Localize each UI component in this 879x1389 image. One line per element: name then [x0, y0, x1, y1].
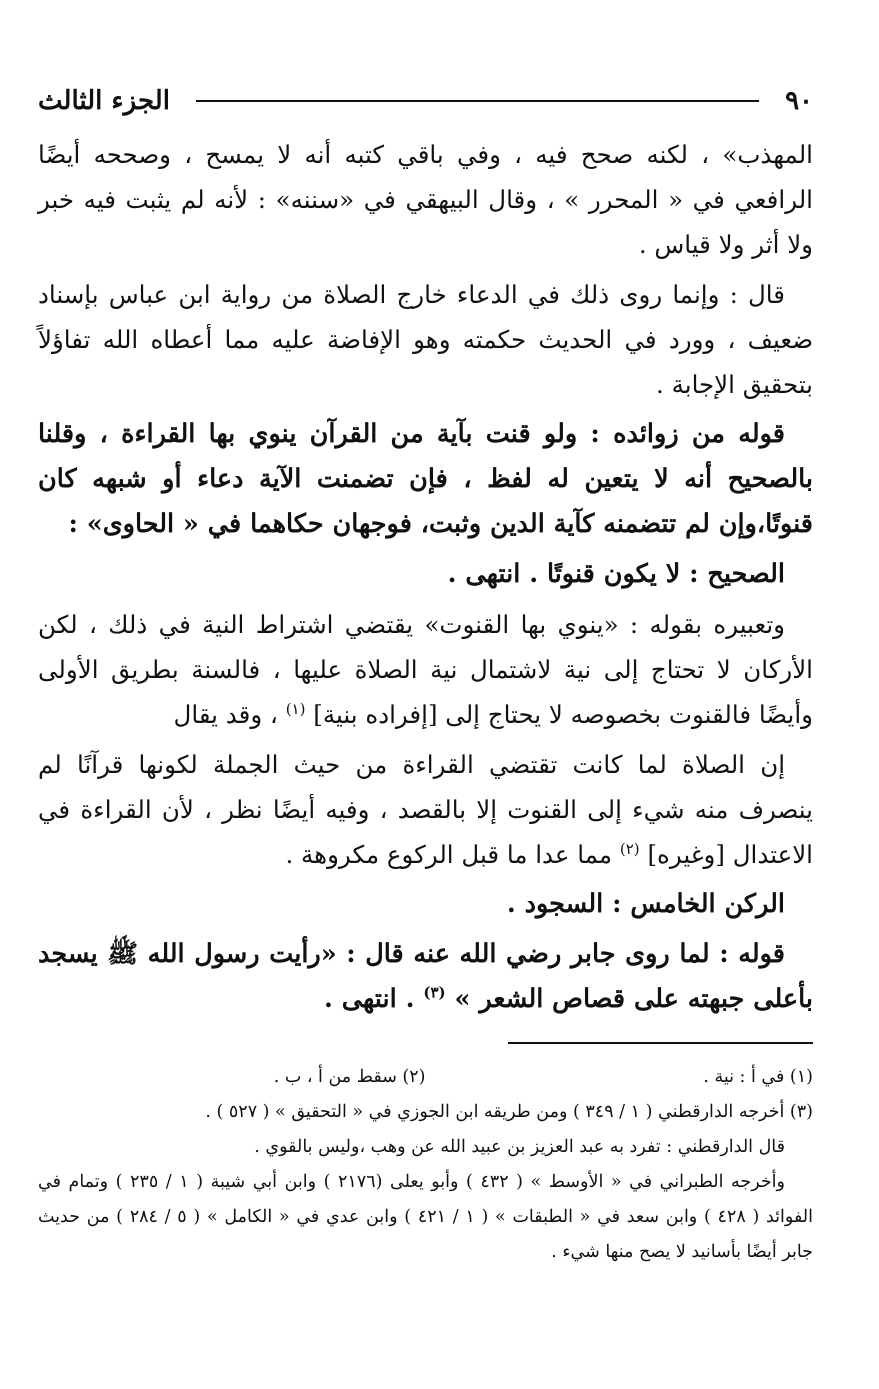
paragraph: قال : وإنما روى ذلك في الدعاء خارج الصلاة من رواية ابن عباس بإسناد ضعيف ، وورد في الحديث حكمته وهو الإفاضة عليه مما أعطاه الله تفاؤلاً بتحقيق الإجابة . [38, 280, 813, 399]
footnote-1: (١) في أ : نية . [703, 1067, 813, 1087]
header-divider [196, 100, 759, 102]
paragraph-text: . انتهى . [324, 984, 415, 1014]
footnote-3-line-2: قال الدارقطني : تفرد به عبد العزيز بن عبيد الله عن وهب ،وليس بالقوي . [254, 1137, 785, 1157]
paragraph-text: مما عدا ما قبل الركوع مكروهة . [285, 840, 613, 869]
page-number: ٩٠ [785, 86, 813, 116]
footnote-2: (٢) سقط من أ ، ب . [273, 1067, 426, 1087]
body-text [38, 132, 813, 1022]
paragraph [38, 742, 813, 877]
footnote-divider [508, 1042, 813, 1044]
paragraph-text: قوله : لما روى جابر رضي الله عنه قال : «رأيت رسول الله ﷺ يسجد بأعلى جبهته على قصاص الشعر » [38, 939, 813, 1014]
paragraph-text: وتعبيره بقوله : «ينوي بها القنوت» يقتضي اشتراط النية في ذلك ، لكن الأركان لا تحتاج إلى نية لاشتمال نية الصلاة عليها ، فالسنة بطريق الأولى وأيضًا فالقنوت بخصوصه لا يحتاج إلى [إفراده بنية] [38, 610, 813, 729]
footnote-ref: (١) [285, 699, 306, 718]
footnote-ref: (٣) [423, 983, 446, 1002]
footnote-row [38, 1060, 813, 1095]
quoted-paragraph: الصحيح : لا يكون قنوتًا . انتهى . [447, 559, 785, 589]
footnotes [38, 1060, 813, 1270]
paragraph-text: إن الصلاة لما كانت تقتضي القراءة من حيث الجملة لكونها قرآنًا لم ينصرف منه شيء إلى القنوت إلا بالقصد ، وفيه أيضًا نظر ، لأن القراءة في الاعتدال [وغيره] [38, 750, 813, 869]
footnote-3-line-3: وأخرجه الطبراني في « الأوسط » ( ٤٣٢ ) وأبو يعلى (٢١٧٦ ) وابن أبي شيبة ( ١ / ٢٣٥ ) وتمام في الفوائد ( ٤٢٨ ) وابن سعد في « الطبقات » ( ١ / ٤٢١ ) وابن عدي في « الكامل » ( ٥ / ٢٨٤ ) من حديث جابر أيضًا بأسانيد لا يصح منها شيء . [38, 1172, 814, 1262]
quoted-paragraph [38, 932, 813, 1022]
paragraph-text: ، وقد يقال [173, 700, 278, 729]
paragraph [38, 602, 813, 737]
quoted-paragraph: قوله من زوائده : ولو قنت بآية من القرآن ينوي بها القراءة ، وقلنا بالصحيح أنه لا يتعين له لفظ ، فإن تضمنت الآية دعاء أو شبهه كان قنوتًا،وإن لم تتضمنه كآية الدين وثبت، فوجهان حكاهما في « الحاوى» : [38, 419, 813, 539]
part-title: الجزء الثالث [38, 86, 170, 116]
footnote-ref: (٢) [619, 839, 640, 858]
paragraph: المهذب» ، لكنه صحح فيه ، وفي باقي كتبه أنه لا يمسح ، وصححه أيضًا الرافعي في « المحرر » ، وقال البيهقي في «سننه» : لأنه لم يثبت فيه خبر ولا أثر ولا قياس . [38, 140, 813, 259]
page-header [38, 78, 813, 124]
section-heading: الركن الخامس : السجود . [506, 889, 785, 919]
footnote-3: (٣) أخرجه الدارقطني ( ١ / ٣٤٩ ) ومن طريقه ابن الجوزي في « التحقيق » ( ٥٢٧ ) . [205, 1102, 813, 1122]
